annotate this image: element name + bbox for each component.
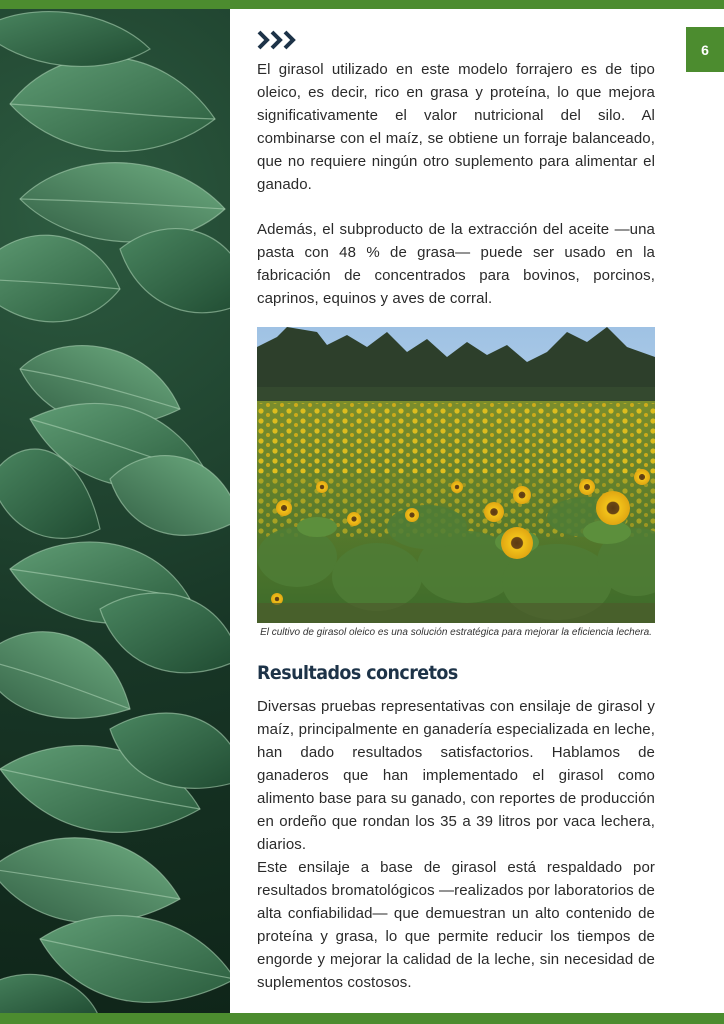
page-number: 6: [686, 27, 724, 72]
figure-caption: El cultivo de girasol oleico es una solución estratégica para mejorar la eficiencia lechera.: [260, 627, 652, 638]
bottom-accent-bar: [0, 1013, 724, 1024]
leaf-background-image: [0, 9, 230, 1013]
byproduct-paragraph: Además, el subproducto de la extracción del aceite —una pasta con 48 % de grasa— puede ser usado en la fabricación de concentrados para bovinos, porcinos, caprinos, equinos y aves de corral.: [257, 221, 655, 307]
sunflower-field-photo: [257, 327, 655, 623]
intro-paragraph: El girasol utilizado en este modelo forrajero es de tipo oleico, es decir, rico en grasa y proteína, lo que mejora significativamente el valor nutricional del silo. Al combinarse con el maíz, se obtiene un forraje balanceado, que no requiere ningún otro suplemento para alimentar el ganado.: [257, 61, 655, 193]
bromatological-paragraph: Este ensilaje a base de girasol está respaldado por resultados bromatológicos —realizados por laboratorios de alta confiabilidad— que demuestran un alto contenido de proteína y grasa, lo que permite reducir los tiempos de engorde y mejorar la calidad de la leche, sin necesidad de suplementos costosos.: [257, 859, 655, 991]
top-accent-bar: [0, 0, 724, 9]
triple-chevron-icon: [257, 30, 299, 50]
section-heading: Resultados concretos: [257, 662, 458, 684]
results-paragraph: Diversas pruebas representativas con ensilaje de girasol y maíz, principalmente en ganadería especializada en leche, han dado resultados satisfactorios. Hablamos de ganaderos que han implementado el girasol como alimento base para su ganado, con reportes de producción en ordeño que rondan los 35 a 39 litros por vaca lechera, diarios.: [257, 698, 655, 853]
